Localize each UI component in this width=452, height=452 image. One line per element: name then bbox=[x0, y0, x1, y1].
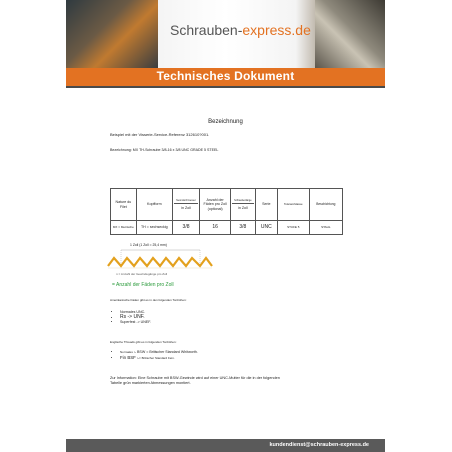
document-page bbox=[66, 0, 385, 452]
info-line-2: Tabelle grün markierten Abmessungen montiert. bbox=[110, 381, 191, 385]
cell-coating: STAHL bbox=[309, 221, 342, 235]
american-list bbox=[110, 310, 151, 325]
english-list bbox=[110, 350, 198, 361]
thread-diagram bbox=[106, 248, 216, 270]
tools-photo bbox=[66, 0, 158, 68]
cell-nature: MX = Metrische bbox=[111, 221, 137, 235]
title-bar bbox=[66, 68, 385, 86]
list-item: • Fin BSF ↳= Britischer Standard Fein. bbox=[120, 355, 198, 361]
cell-length: 3/8 bbox=[231, 221, 256, 235]
thread-profile bbox=[108, 258, 212, 266]
th-diameter: Nenndurchmesser in Zoll bbox=[172, 189, 199, 221]
header-separator bbox=[66, 86, 385, 88]
thread-caption: = Anzahl der Fäden pro Zoll bbox=[112, 282, 174, 288]
brand-logo: Schrauben-express.de bbox=[170, 22, 311, 38]
th-length: Schraubenlänge in Zoll bbox=[231, 189, 256, 221]
th-head: Kopfform bbox=[136, 189, 172, 221]
cell-tolerance: STUFE 5 bbox=[277, 221, 309, 235]
american-intro: Amerikanische Fäden gibt es in den folgenden Tonhöhen: bbox=[110, 298, 187, 302]
th-tolerance: Toleranzklasse bbox=[277, 189, 309, 221]
cell-head: TH = sechseckig bbox=[136, 221, 172, 235]
measure-label: 1 Zoll (1 Zoll = 25,4 mm) bbox=[130, 243, 167, 247]
screws-photo bbox=[315, 0, 385, 68]
list-item: • Normales UNC. bbox=[120, 310, 151, 315]
list-item: • Normales ↳ BSW = Britischer Standard Whitworth. bbox=[120, 350, 198, 355]
cell-series: UNC bbox=[255, 221, 277, 235]
thread-note: n = Anzahl der Gewindegänge pro Zoll bbox=[116, 272, 168, 276]
info-line-1: Zur Information: Eine Schraube mit BSW-Gewinde wird auf einer UNC-Mutter für die in der folgenden bbox=[110, 376, 280, 380]
banner-title: Technisches Dokument bbox=[156, 69, 295, 83]
list-item: • Rs -> UNF. bbox=[120, 315, 151, 320]
th-nature: Nature du Filet bbox=[111, 189, 137, 221]
th-threads: Anzahl der Fäden pro Zoll (optional) bbox=[200, 189, 231, 221]
list-item: • Superfest -> UNEF. bbox=[120, 320, 151, 325]
footer-email[interactable]: kundendienst@schrauben-express.de bbox=[269, 442, 369, 448]
english-intro: Englische Threads gibt es in folgenden Tonhöhen: bbox=[110, 340, 177, 344]
cell-threads: 16 bbox=[200, 221, 231, 235]
th-coating: Beschichtung bbox=[309, 189, 342, 221]
example-line: Beispiel mit der Visserie-Service-Referenz 312610?001. bbox=[110, 132, 210, 137]
doc-title: Bezeichnung bbox=[208, 119, 243, 125]
designation-line: Bezeichnung: MX TH-Schraube 3/8-16 x 3/8 UNC GRADE 5 STEEL bbox=[110, 148, 219, 152]
footer-bar bbox=[66, 439, 385, 452]
header-banner bbox=[66, 0, 385, 68]
th-series: Serie bbox=[255, 189, 277, 221]
cell-diameter: 3/8 bbox=[172, 221, 199, 235]
spec-table bbox=[110, 188, 343, 235]
